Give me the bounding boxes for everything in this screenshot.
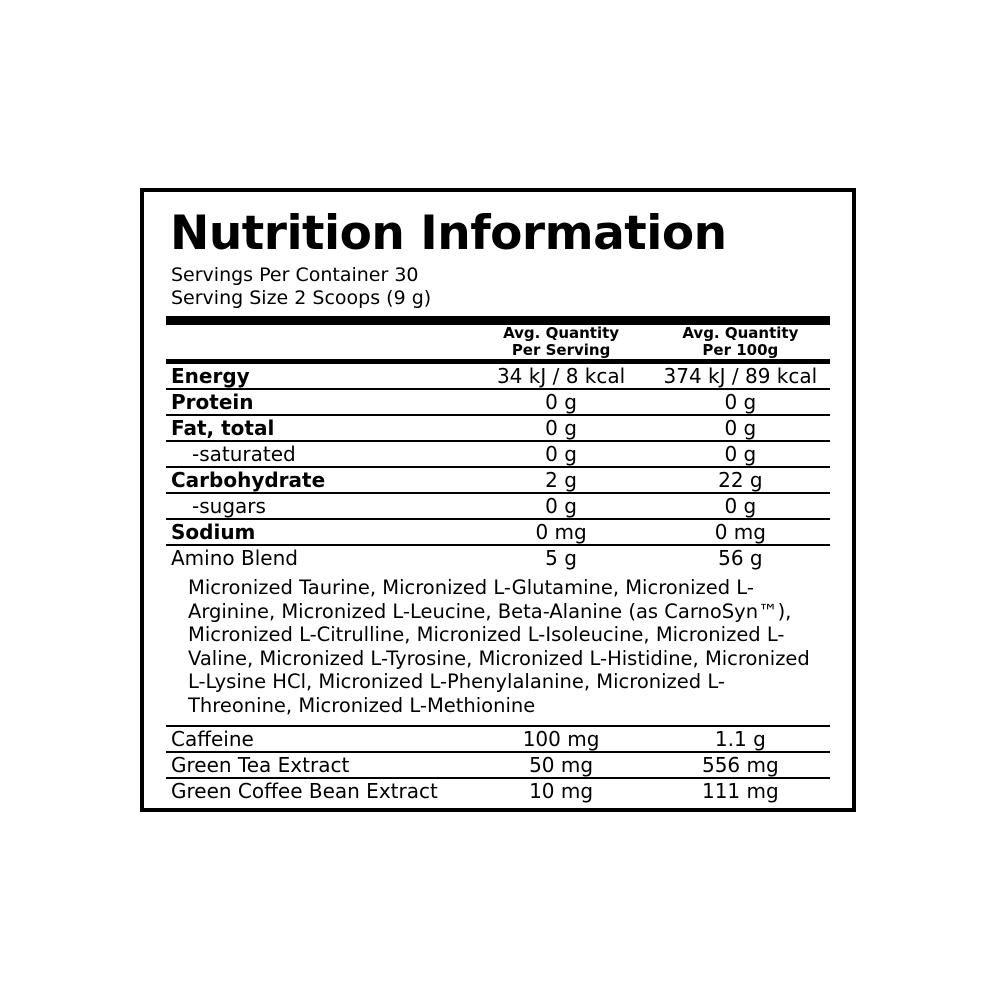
- row-label: Caffeine: [166, 727, 471, 752]
- table-header-row: [166, 325, 830, 359]
- row-per-100g: 1.1 g: [651, 727, 830, 752]
- row-per-serving: 0 g: [471, 389, 650, 415]
- table-row: [166, 389, 830, 415]
- row-per-serving: 50 mg: [471, 752, 650, 778]
- row-per-serving: 5 g: [545, 546, 577, 570]
- row-per-serving: 2 g: [471, 467, 650, 493]
- table-row: [166, 364, 830, 389]
- servings-per-container: Servings Per Container 30: [171, 264, 419, 286]
- nutrition-information-panel: [140, 188, 856, 812]
- header-per-serving-line1: Avg. Quantity: [503, 324, 620, 342]
- row-per-100g: 0 g: [651, 415, 830, 441]
- table-row: [166, 545, 830, 570]
- row-label: Sodium: [166, 519, 471, 545]
- nutrition-main-table: [166, 364, 830, 570]
- page-title: Nutrition Information: [170, 206, 727, 261]
- table-row: [166, 752, 830, 778]
- row-per-serving: 0 g: [471, 415, 650, 441]
- nutrition-bottom-table: [166, 727, 830, 803]
- row-label: Carbohydrate: [166, 467, 471, 493]
- header-per-serving-line2: Per Serving: [511, 341, 611, 359]
- table-row: [166, 727, 830, 752]
- header-label-col: [166, 325, 471, 359]
- row-per-serving: 10 mg: [529, 779, 594, 803]
- table-row: [166, 493, 830, 519]
- row-per-serving: 0 g: [471, 493, 650, 519]
- serving-size: Serving Size 2 Scoops (9 g): [171, 287, 432, 309]
- row-per-serving: 0 mg: [471, 519, 650, 545]
- row-label: -saturated: [166, 441, 471, 467]
- row-per-100g: 22 g: [651, 467, 830, 493]
- header-per-100g: [651, 325, 830, 359]
- table-row: [166, 778, 830, 803]
- table-row: [166, 441, 830, 467]
- row-per-serving: 34 kJ / 8 kcal: [471, 364, 650, 389]
- nutrition-header-table: [166, 325, 830, 359]
- row-label: Fat, total: [166, 415, 471, 441]
- row-label: Green Coffee Bean Extract: [171, 779, 438, 803]
- row-per-100g: 0 g: [651, 441, 830, 467]
- header-per-serving: [471, 325, 650, 359]
- table-row: [166, 415, 830, 441]
- row-per-100g: 556 mg: [651, 752, 830, 778]
- row-per-100g: 0 g: [651, 389, 830, 415]
- row-per-100g: 56 g: [718, 546, 763, 570]
- table-row: [166, 519, 830, 545]
- row-per-100g: 374 kJ / 89 kcal: [651, 364, 830, 389]
- row-per-100g: 0 g: [651, 493, 830, 519]
- header-per-100g-line1: Avg. Quantity: [682, 324, 799, 342]
- row-label: Protein: [166, 389, 471, 415]
- row-per-100g: 111 mg: [701, 779, 779, 803]
- row-per-100g: 0 mg: [651, 519, 830, 545]
- amino-blend-ingredients: Micronized Taurine, Micronized L-Glutamine, Micronized L-Arginine, Micronized L-Leucine, Beta-Alanine (as CarnoSyn™), Micronized L-Citrulline, Micronized L-Isoleucine, Micronized L-Valine, Micronized L-Tyrosine, Micronized L-Histidine, Micronized L-Lysine HCl, Micronized L-Phenylalanine, Micronized L-Threonine, Micronized L-Methionine: [188, 576, 810, 717]
- table-row: [166, 467, 830, 493]
- header-per-100g-line2: Per 100g: [702, 341, 779, 359]
- row-per-serving: 0 g: [471, 441, 650, 467]
- row-label: -sugars: [166, 493, 471, 519]
- row-label: Green Tea Extract: [166, 752, 471, 778]
- row-label: Energy: [166, 364, 471, 389]
- row-per-serving: 100 mg: [471, 727, 650, 752]
- row-label: Amino Blend: [171, 546, 298, 570]
